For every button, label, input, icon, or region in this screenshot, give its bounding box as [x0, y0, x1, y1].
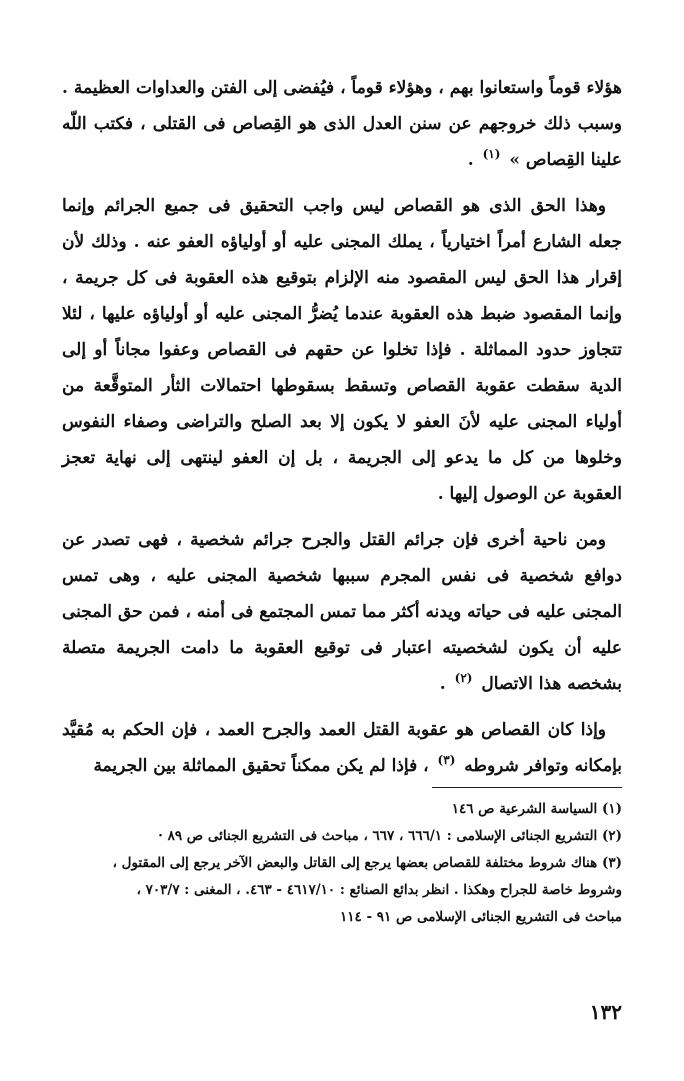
page-number: ١٣٢	[589, 1000, 622, 1024]
paragraph-2-line-6: الدية سقطت عقوبة القصاص وتسقط بسقوطها احتمالات الثأر المتوقَّعة من	[62, 376, 622, 396]
paragraph-2-line-4: المقصود ضبط هذه العقوبة عندما يُضرُّ المجنى عليه أو أولياؤه عليها ، لئلا	[62, 304, 583, 324]
paragraph-4	[62, 712, 622, 784]
footnote-3-continued: وشروط خاصة للجراح وهكذا . انظر بدائع الصنائع : ٤٦١٧/١٠ - ٤٦٣. ، المغنى : ٧٠٣/٧ ،	[136, 882, 622, 898]
paragraph-2-line-9: العقوبة عن الوصول إليها .	[437, 484, 622, 504]
footnote-ref-3: (٣)	[437, 753, 456, 768]
paragraph-2-line-5: تتجاوز حدود المماثلة . فإذا تخلوا عن حقهم فى القصاص وعفوا مجاناً أو إلى	[62, 340, 622, 360]
page-body	[62, 70, 622, 794]
footnote-1: (١) السياسة الشرعية ص ١٤٦	[451, 801, 622, 817]
paragraph-3	[62, 522, 622, 702]
paragraph-3-line-1: ومن ناحية أخرى فإن جرائم القتل والجرح جرائم شخصية ، فهى تصدر عن	[62, 530, 606, 550]
paragraph-1-line-1: هؤلاء قوماً واستعانوا بهم ، وهؤلاء قوماً ، فيُفضى إلى الفتن والعداوات	[135, 78, 622, 98]
paragraph-3-line-5: هذا الاتصال	[481, 674, 562, 694]
footnote-ref-2: (٢)	[454, 671, 473, 686]
footnote-3-continued-2: مباحث فى التشريع الجنائى الإسلامى ص ٩١ - ١١٤	[340, 909, 622, 925]
paragraph-2-line-8: وخلوها من كل ما يدعو إلى الجريمة ، بل إن العفو لينتهى إلى نهاية تعجز	[62, 448, 622, 468]
paragraph-4-line-2: بإمكانه وتوافر شروطه	[464, 756, 622, 776]
paragraph-1-line-3: فكتب اللّه علينا القِصاص »	[62, 114, 622, 170]
paragraph-2-line-2: جعله الشارع أمراً اختيارياً ، يملك المجنى عليه أو أولياؤه العفو عنه . وذلك لأن	[62, 232, 622, 252]
paragraph-1	[62, 70, 622, 178]
paragraph-2-line-7: أولياء المجنى عليه لأنَ العفو لا يكون إلا بعد الصلح والتراضى وصفاء النفوس	[62, 412, 622, 432]
footnote-2: (٢) التشريع الجنائى الإسلامى : ٦٦٦/١ ، ٦٦٧ ، مباحث فى التشريع الجنائى ص ٨٩ ·	[158, 828, 622, 844]
paragraph-2	[62, 188, 622, 512]
paragraph-3-line-3: عليه فى حياته ويدنه أكثر مما تمس المجتمع فى أمنه ، فمن حق المجنى عليه	[62, 602, 623, 658]
footnote-ref-1: (١)	[482, 147, 501, 162]
paragraph-2-line-3: إقرار هذا الحق ليس المقصود منه الإلزام بتوقيع هذه العقوبة فى كل جريمة ، وإنما	[62, 268, 622, 324]
paragraph-3-line-2: دوافع شخصية فى نفس المجرم سببها شخصية المجنى عليه ، وهى تمس المجنى	[62, 566, 623, 622]
paragraph-4-line-1: وإذا كان القصاص هو عقوبة القتل العمد والجرح العمد ، فإن الحكم به مُقيَّد	[62, 720, 606, 740]
footnotes	[62, 796, 622, 931]
paragraph-2-line-1: وهذا الحق الذى هو القصاص ليس واجب التحقيق فى جميع الجرائم وإنما	[62, 196, 606, 216]
paragraph-4-tail: ، فإذا لم يكن ممكناً تحقيق المماثلة بين الجريمة	[93, 756, 429, 776]
footnote-3: (٣) هناك شروط مختلفة للقصاص بعضها يرجع إلى القاتل والبعض الآخر يرجع إلى المقتول ،	[112, 855, 622, 871]
paragraph-3-line-4: أن يكون لشخصيته اعتبار فى توقيع العقوبة ما دامت الجريمة متصلة بشخصه	[62, 638, 622, 694]
footnote-divider	[432, 787, 622, 788]
paragraph-1-line-2: العظيمة . وسبب ذلك خروجهم عن سنن العدل الذى هو القِصاص فى القتلى ،	[62, 78, 623, 134]
paragraph-3-tail: .	[439, 674, 446, 694]
paragraph-1-tail: .	[467, 150, 474, 170]
